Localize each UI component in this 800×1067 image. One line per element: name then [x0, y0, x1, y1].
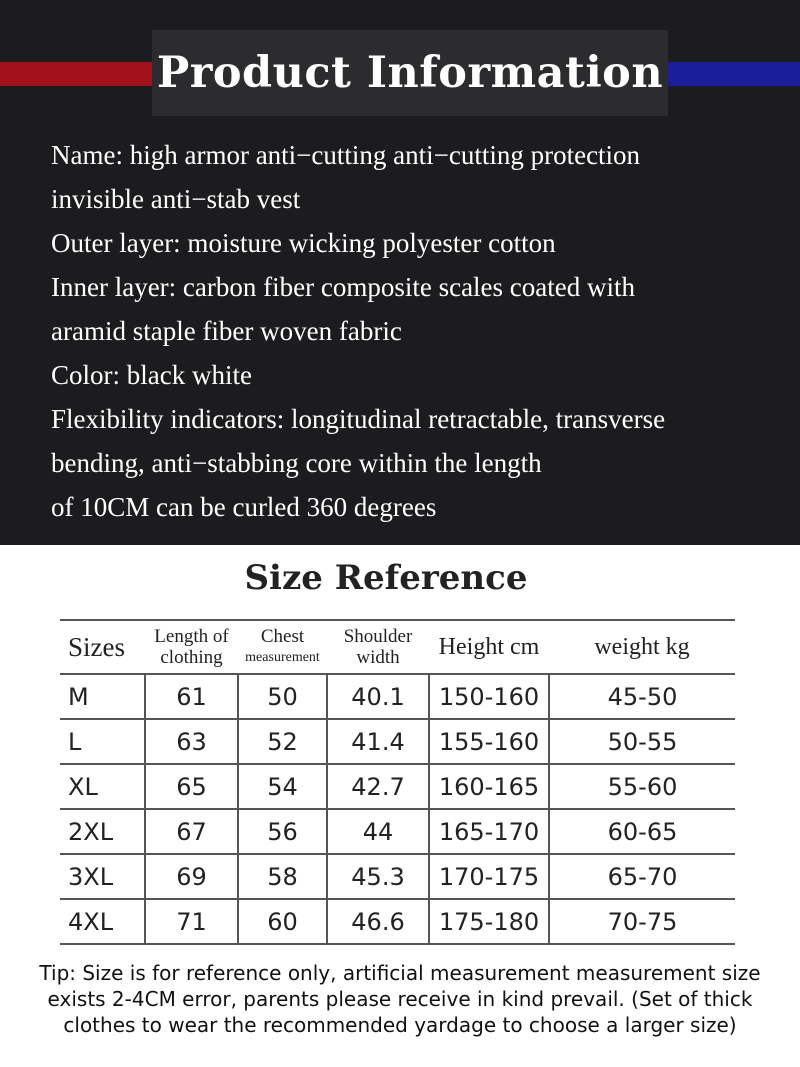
header-chest-line1: Chest	[260, 626, 305, 647]
size-tip	[20, 960, 780, 1038]
size-reference-title: Size Reference	[244, 558, 528, 598]
header-length	[145, 620, 238, 674]
size-cell: M	[60, 674, 145, 719]
height-cell: 165-170	[429, 809, 549, 854]
table-row	[60, 674, 735, 719]
length-cell: 69	[145, 854, 238, 899]
chest-cell: 50	[238, 674, 327, 719]
table-row	[60, 719, 735, 764]
product-description	[51, 133, 771, 529]
length-cell: 65	[145, 764, 238, 809]
header-shoulder	[327, 620, 429, 674]
shoulder-cell: 41.4	[327, 719, 429, 764]
chest-cell: 58	[238, 854, 327, 899]
info-line: Inner layer: carbon fiber composite scales coated with	[51, 272, 636, 302]
weight-cell: 70-75	[549, 899, 735, 944]
weight-cell: 65-70	[549, 854, 735, 899]
chest-cell: 54	[238, 764, 327, 809]
size-cell: 4XL	[60, 899, 145, 944]
weight-cell: 60-65	[549, 809, 735, 854]
info-line: invisible anti−stab vest	[51, 184, 301, 214]
height-cell: 170-175	[429, 854, 549, 899]
size-cell: 2XL	[60, 809, 145, 854]
length-cell: 71	[145, 899, 238, 944]
header-sizes: Sizes	[60, 620, 145, 674]
table-row	[60, 854, 735, 899]
blue-stripe	[668, 62, 800, 86]
weight-cell: 55-60	[549, 764, 735, 809]
height-cell: 175-180	[429, 899, 549, 944]
size-cell: 3XL	[60, 854, 145, 899]
info-line: Outer layer: moisture wicking polyester cotton	[51, 228, 556, 258]
header-chest-line2: measurement	[245, 650, 320, 665]
header-shoulder-line1: Shoulder	[343, 626, 413, 647]
tip-line: clothes to wear the recommended yardage to choose a larger size)	[63, 1013, 737, 1037]
size-table	[60, 619, 735, 945]
chest-cell: 56	[238, 809, 327, 854]
info-line: aramid staple fiber woven fabric	[51, 316, 402, 346]
height-cell: 155-160	[429, 719, 549, 764]
info-line: Name: high armor anti−cutting anti−cutting protection	[51, 140, 641, 170]
height-cell: 150-160	[429, 674, 549, 719]
tip-line: exists 2-4CM error, parents please receive in kind prevail. (Set of thick	[47, 987, 753, 1011]
shoulder-cell: 46.6	[327, 899, 429, 944]
info-line: bending, anti−stabbing core within the length	[51, 448, 542, 478]
height-cell: 160-165	[429, 764, 549, 809]
info-line: Flexibility indicators: longitudinal retractable, transverse	[51, 404, 666, 434]
weight-cell: 50-55	[549, 719, 735, 764]
shoulder-cell: 42.7	[327, 764, 429, 809]
table-row	[60, 899, 735, 944]
info-line: Color: black white	[51, 360, 252, 390]
table-header-row	[60, 620, 735, 674]
chest-cell: 60	[238, 899, 327, 944]
size-cell: XL	[60, 764, 145, 809]
info-line: of 10CM can be curled 360 degrees	[51, 492, 437, 522]
chest-cell: 52	[238, 719, 327, 764]
title-banner	[152, 30, 668, 116]
page-title: Product Information	[156, 48, 664, 98]
table-row	[60, 809, 735, 854]
header-length-line2: clothing	[160, 647, 223, 668]
weight-cell: 45-50	[549, 674, 735, 719]
tip-line: Tip: Size is for reference only, artificial measurement measurement size	[39, 961, 761, 985]
header-weight: weight kg	[549, 620, 735, 674]
header-chest	[238, 620, 327, 674]
size-cell: L	[60, 719, 145, 764]
shoulder-cell: 40.1	[327, 674, 429, 719]
table-row	[60, 764, 735, 809]
length-cell: 67	[145, 809, 238, 854]
shoulder-cell: 45.3	[327, 854, 429, 899]
red-stripe	[0, 62, 152, 86]
length-cell: 63	[145, 719, 238, 764]
header-shoulder-line2: width	[356, 647, 400, 668]
length-cell: 61	[145, 674, 238, 719]
header-height: Height cm	[429, 620, 549, 674]
header-length-line1: Length of	[154, 626, 229, 647]
shoulder-cell: 44	[327, 809, 429, 854]
